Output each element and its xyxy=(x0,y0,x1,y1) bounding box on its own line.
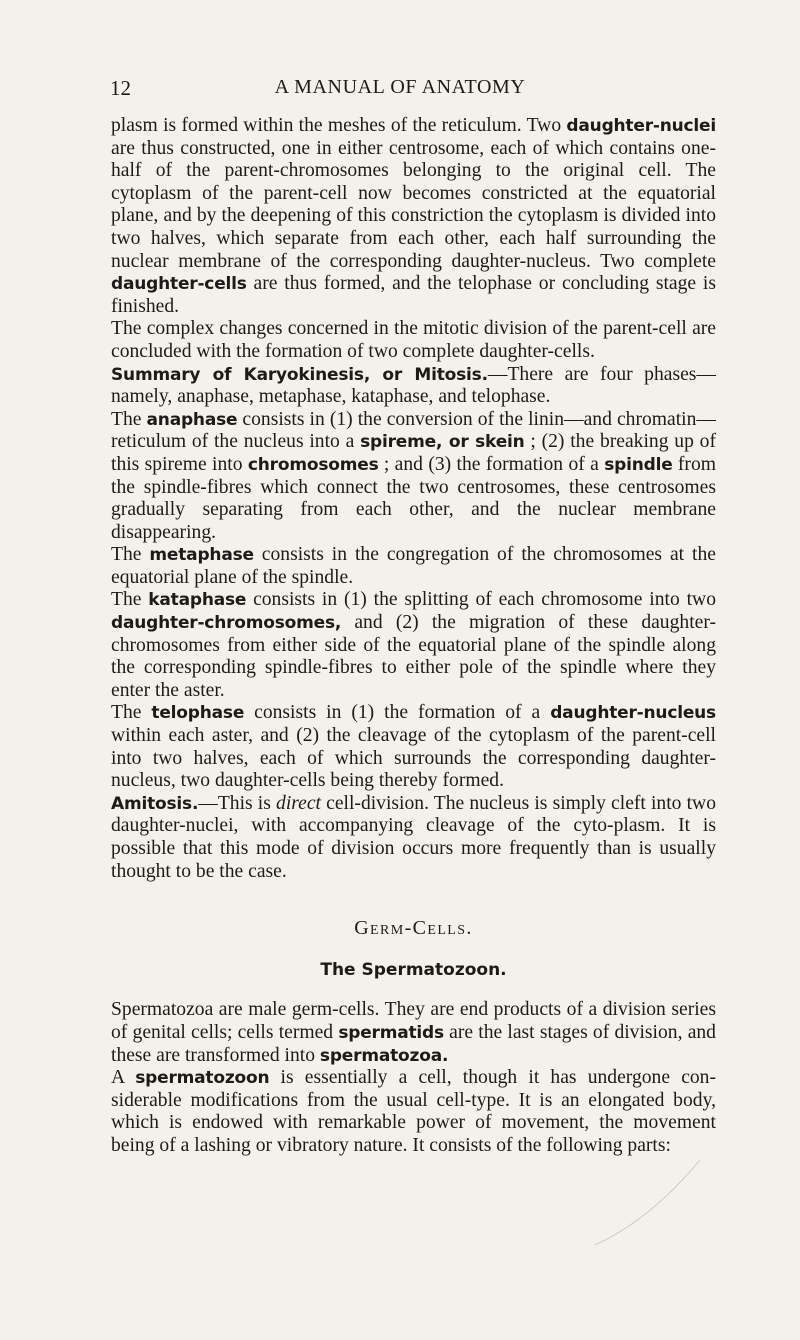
bold-term: Summary of Karyokinesis, or Mitosis. xyxy=(111,364,488,385)
text-run: and (2) the migration of these daughter-chromosomes from either side of the equatorial plane of the spindle along the corresponding spindle-fibres to either pole of the spindle where they enter the aster. xyxy=(111,612,716,701)
text-run: are the last stages of division, and these are transformed into xyxy=(111,1021,716,1066)
bold-term: anaphase xyxy=(146,409,238,430)
bold-term: spindle xyxy=(604,454,673,475)
paragraph xyxy=(111,793,716,883)
bold-term: chromosomes xyxy=(247,454,379,475)
text-run: consists in the congregation of the chromosomes at the equatorial plane of the spindle. xyxy=(111,544,716,588)
paragraph xyxy=(111,318,716,363)
text-run: The xyxy=(111,702,152,724)
text-run: are thus formed, and the telophase or concluding stage is finished. xyxy=(111,273,716,317)
text-run: Spermatozoa are male germ-cells. They are end products of a division series of genital cells; cells termed xyxy=(111,999,716,1043)
text-run: ; (2) the breaking up of this spireme into xyxy=(111,431,716,475)
paragraph xyxy=(111,589,716,702)
bold-term: metaphase xyxy=(149,545,254,566)
paragraph xyxy=(111,999,716,1067)
text-run: consists in (1) the formation of a xyxy=(244,702,551,724)
bold-term: spireme, or skein xyxy=(360,432,525,453)
bold-term: Amitosis. xyxy=(111,793,199,814)
paragraph xyxy=(111,364,716,409)
subsection-heading: The Spermatozoon. xyxy=(320,959,507,980)
page-body xyxy=(111,115,716,1158)
text-run: —This is xyxy=(198,792,277,814)
text-run: A xyxy=(111,1067,136,1089)
text-run: within each aster, and (2) the cleavage of the cytoplasm of the parent-cell into two halves, each of which surrounds the corresponding daughter-nucleus, two daughter-cells being thereby formed. xyxy=(111,725,716,792)
text-run: —There are four phases—namely, anaphase, metaphase, kataphase, and telophase. xyxy=(111,363,716,408)
text-run: consists in (1) the splitting of each chromosome into two xyxy=(246,589,716,611)
text-run: The xyxy=(111,589,149,611)
page-stain-mark xyxy=(300,1320,320,1340)
paragraph xyxy=(111,702,716,792)
bold-term: daughter-nucleus xyxy=(550,703,716,724)
bold-term: spermatids xyxy=(338,1022,444,1043)
text-run: The xyxy=(111,544,150,566)
page-stain-mark xyxy=(670,1200,690,1220)
text-run: plasm is formed within the meshes of the reticulum. Two xyxy=(111,115,567,136)
paragraph xyxy=(111,409,716,545)
paragraph xyxy=(111,115,716,318)
text-run: cell-division. The nucleus is simply cleft into two daughter-nuclei, with accompanying cleavage of the cyto-plasm. It is possible that this mode of division occurs more frequently than is usually thought to be the case. xyxy=(111,792,717,882)
text-run: from the spindle-fibres which connect the two centrosomes, these centrosomes gradually separating from each other, and the nuclear membrane disappearing. xyxy=(111,453,716,543)
bold-term: daughter-cells xyxy=(111,274,247,295)
page-header xyxy=(0,76,800,106)
paragraph xyxy=(111,544,716,589)
bold-term: daughter-nuclei xyxy=(566,116,716,136)
section-heading: Germ-Cells. xyxy=(354,917,473,940)
text-run: consists in (1) the conversion of the linin—and chromatin—reticulum of the nucleus into a xyxy=(111,408,716,453)
text-run: is essentially a cell, though it has undergone con-siderable modifications from the usual cell-type. It is an elongated body, which is endowed with remarkable power of movement, the movement being of a lashing or vibratory nature. It consists of the following parts: xyxy=(111,1067,717,1156)
bold-term: kataphase xyxy=(148,590,247,611)
bold-term: spermatozoa. xyxy=(319,1045,449,1066)
text-run: The xyxy=(111,408,147,430)
text-run: ; and (3) the formation of a xyxy=(378,453,605,475)
running-head: A MANUAL OF ANATOMY xyxy=(274,76,526,98)
bold-term: telophase xyxy=(151,703,245,724)
bold-term: spermatozoon xyxy=(135,1068,270,1089)
text-run: The complex changes concerned in the mitotic division of the parent-cell are concluded with the formation of two complete daughter-cells. xyxy=(111,318,716,362)
page-stain-mark xyxy=(590,1140,710,1250)
bold-term: daughter-chromosomes, xyxy=(111,613,342,634)
text-run: are thus constructed, one in either centrosome, each of which contains one-half of the parent-chromosomes belonging to the original cell. The cytoplasm of the parent-cell now becomes constricted at the equatorial plane, and by the deepening of this constriction the cytoplasm is divided into two halves, which separate from each other, each half surrounding the nuclear membrane of the corresponding daughter-nucleus. Two complete xyxy=(111,137,716,272)
italic-term: direct xyxy=(276,792,321,814)
page-number: 12 xyxy=(110,76,131,100)
